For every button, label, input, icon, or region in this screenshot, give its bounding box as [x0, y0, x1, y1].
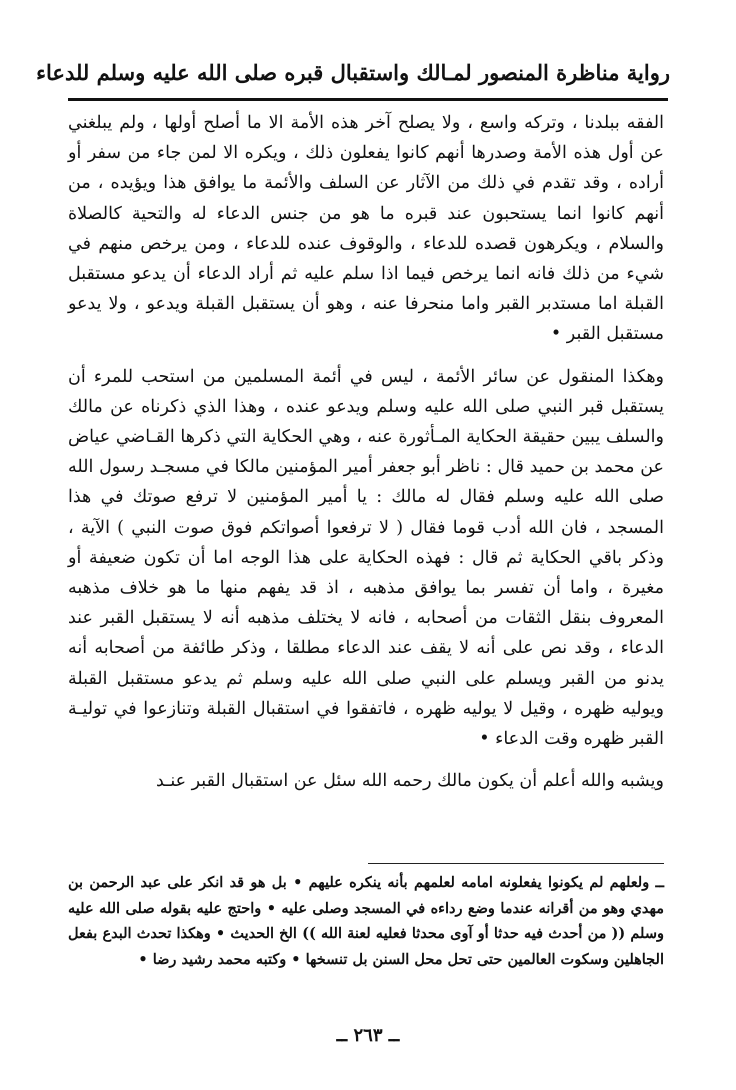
running-header: رواية مناظرة المنصور لمـالك واستقبال قبره صلى الله عليه وسلم للدعاء: [36, 60, 670, 85]
paragraph-3: ويشبه والله أعلم أن يكون مالك رحمه الله سئل عن استقبال القبر عنـد: [156, 771, 664, 792]
footnote-text: ــ ولعلهم لم يكونوا يفعلونه امامه لعلمهم بأنه ينكره عليهم • بل هو قد انكر على عبد الرحمن بن مهدي وهو من أقرانه عندما وضع رداءه في المسجد وصلى عليه • واحتج عليه بقوله صلى الله عليه وسلم (( من أحدث فيه حدثا أو آوى محدثا فعليه لعنة الله )) الخ الحديث • وهكذا تحدث البدع بفعل الجاهلين وسكوت العالمين حتى تحل محل السنن بل تنسخها • وكتبه محمد رشيد رضا •: [68, 874, 664, 968]
footnote-divider: [368, 863, 664, 864]
footnote: [68, 870, 664, 972]
header-divider: [68, 98, 668, 101]
paragraph-2: وهكذا المنقول عن سائر الأئمة ، ليس في أئمة المسلمين من استحب للمرء أن يستقبل قبر النبي صلى الله عليه وسلم ويدعو عنده ، وهذا الذي ذكرناه عن مالك والسلف يبين حقيقة الحكاية المـأثورة عنه ، وهي الحكاية التي ذكرها القـاضي عياض عن محمد بن حميد قال : ناظر أبو جعفر أمير المؤمنين مالكا في مسجـد رسول الله صلى الله عليه وسلم فقال له مالك : يا أمير المؤمنين لا ترفع صوتك في هذا المسجد ، فان الله أدب قوما فقال ( لا ترفعوا أصواتكم فوق صوت النبي ) الآية ، وذكر باقي الحكاية ثم قال : فهذه الحكاية على هذا الوجه اما أن تكون ضعيفة أو مغيرة ، واما أن تفسر بما يوافق مذهبه ، اذ قد يفهم منها ما هو خلاف مذهبه المعروف بنقل الثقات من أصحابه ، فانه لا يختلف مذهبه أنه لا يستقبل القبر عند الدعاء ، وقد نص على أنه لا يقف عند الدعاء مطلقا ، وذكر طائفة من أصحابه أنه يدنو من القبر ويسلم على النبي صلى الله عليه وسلم ثم يدعو مستقبل القبلة ويوليه ظهره ، وقيل لا يوليه ظهره ، فاتفقوا في استقبال القبلة وتنازعوا في توليـة القبر ظهره وقت الدعاء •: [68, 366, 664, 750]
main-text: [68, 108, 664, 796]
page-number: ــ ٢٦٣ ــ: [336, 1025, 400, 1046]
paragraph-1: الفقه ببلدنا ، وتركه واسع ، ولا يصلح آخر هذه الأمة الا ما أصلح أولها ، ولم يبلغني عن أول هذه الأمة وصدرها أنهم كانوا يفعلون ذلك ، ويكره الا لمن جاء من سفر أو أراده ، وقد تقدم في ذلك من الآثار عن السلف والأئمة ما يوافق هذا ويؤيده ، من أنهم كانوا انما يستحبون عند قبره ما هو من جنس الدعاء له والتحية كالصلاة والسلام ، ويكرهون قصده للدعاء ، والوقوف عنده للدعاء ، ومن يرخص منهم في شيء من ذلك فانه انما يرخص فيما اذا سلم عليه ثم أراد الدعاء أن يدعو مستقبل القبلة اما مستدبر القبر واما منحرفا عنه ، وهو أن يستقبل القبلة ويدعو ، ولا يدعو مستقبل القبر •: [68, 113, 664, 345]
